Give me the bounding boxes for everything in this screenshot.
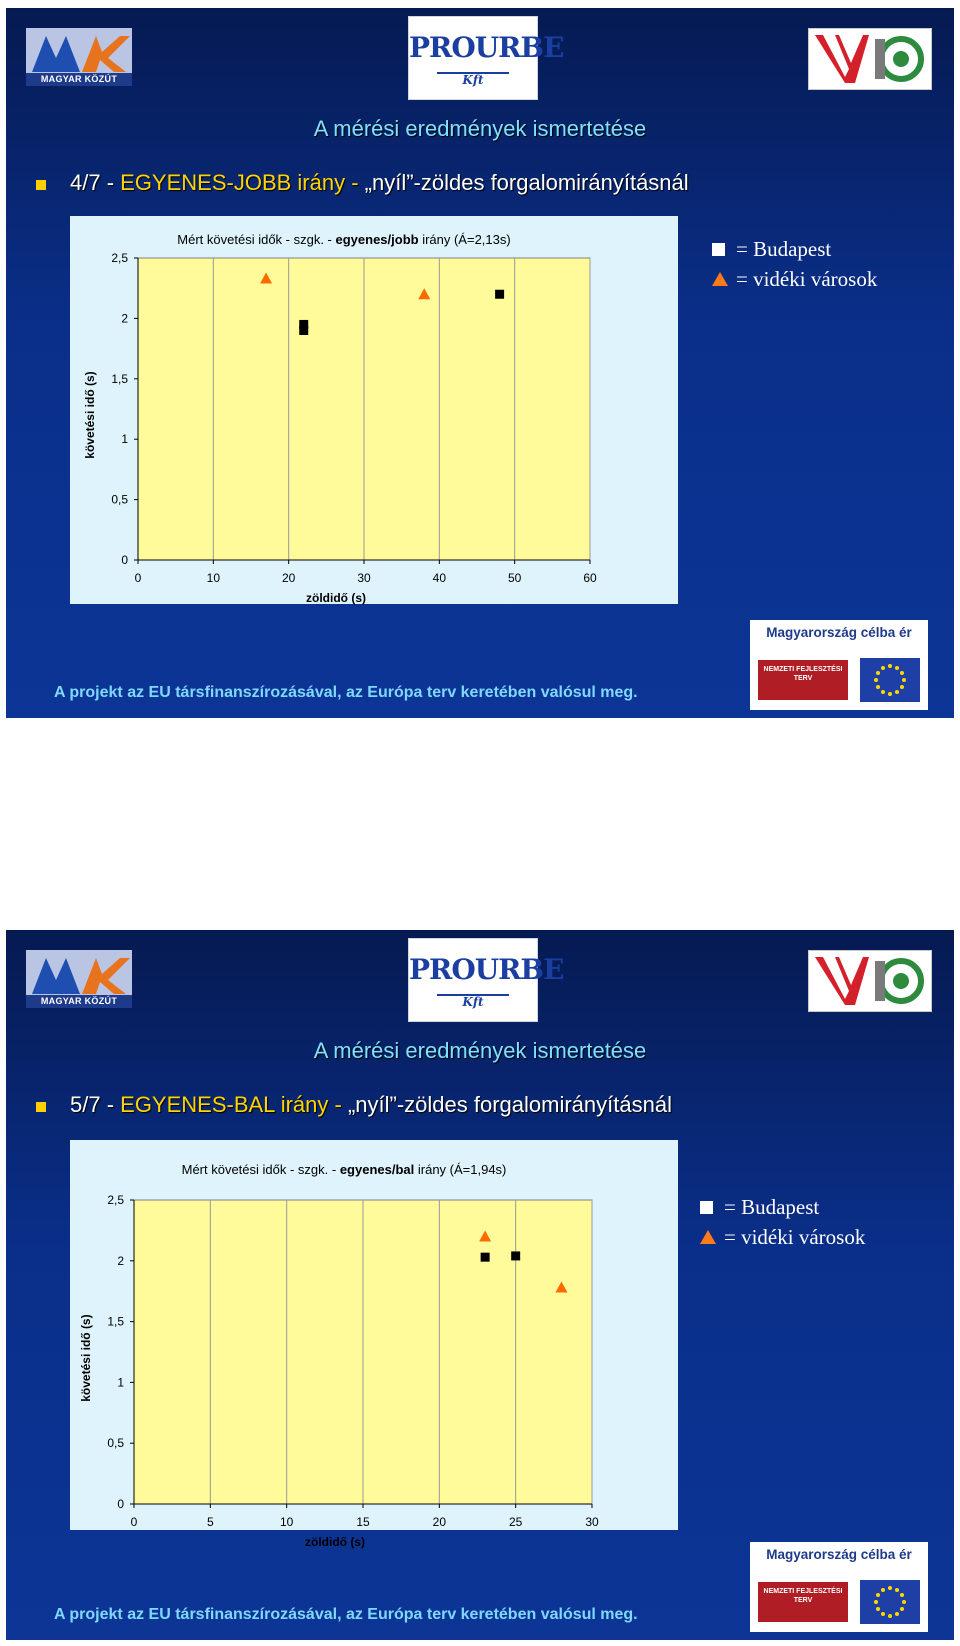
chart-title: [177, 232, 510, 247]
subtitle-prefix: 4/7 -: [70, 170, 121, 195]
legend-item-budapest: [700, 1192, 865, 1222]
chart-title-prefix: Mért követési idők - szgk. -: [177, 232, 336, 247]
x-tick-label: 50: [507, 571, 522, 585]
x-tick-label: 10: [279, 1515, 294, 1529]
scatter-chart: [70, 216, 678, 604]
y-tick-label: 2: [117, 1253, 124, 1268]
chart-title-bold: egyenes/jobb: [335, 232, 419, 247]
legend-item-budapest: [712, 234, 877, 264]
square-marker-icon: [712, 243, 725, 256]
y-tick-label: 1: [117, 1375, 124, 1390]
bullet-icon: [36, 1102, 46, 1112]
slide-subtitle: [70, 1092, 672, 1118]
slide-title: A mérési eredmények ismertetése: [313, 116, 647, 141]
subtitle-suffix: „nyíl”-zöldes forgalomirányításnál: [341, 1092, 672, 1117]
x-tick-label: 30: [585, 1515, 599, 1529]
y-tick-label: 0: [121, 553, 128, 567]
prourbe-kft: Kft: [462, 73, 484, 87]
v-logo: [808, 950, 932, 1012]
footer-text: A projekt az EU társfinanszírozásával, az Európa terv keretében valósul meg.: [54, 1606, 638, 1623]
y-tick-label: 1: [121, 432, 128, 447]
x-tick-label: 20: [432, 1515, 447, 1529]
data-point-budapest: [511, 1251, 520, 1260]
chart-panel: [70, 1140, 678, 1549]
legend-label-budapest: = Budapest: [736, 236, 832, 261]
chart-legend: [712, 234, 877, 294]
x-axis-label: zöldidő (s): [306, 591, 366, 605]
chart-title: [182, 1162, 507, 1177]
magyar-kozut-label: MAGYAR KÖZÚT: [26, 995, 132, 1008]
subtitle-prefix: 5/7 -: [70, 1092, 121, 1117]
nft-text: NEMZETI FEJLESZTÉSI TERV: [763, 666, 843, 682]
x-tick-label: 25: [508, 1515, 523, 1529]
slide-2: [6, 930, 954, 1640]
x-tick-label: 40: [432, 571, 447, 585]
y-axis-label: követési idő (s): [83, 371, 97, 459]
chart-panel: [70, 216, 678, 604]
magyar-kozut-logo: [26, 950, 132, 1008]
slide-1: [6, 8, 954, 718]
chart-title-suffix: irány (Á=1,94s): [414, 1162, 507, 1177]
nft-logo: [758, 660, 848, 700]
subtitle-highlight: EGYENES-JOBB irány -: [120, 170, 359, 195]
triangle-marker-icon: [700, 1230, 716, 1244]
x-tick-label: 0: [130, 1515, 138, 1529]
magyarorszag-celba-er-logo: [750, 620, 928, 710]
v-logo: [808, 28, 932, 90]
x-tick-label: 0: [134, 571, 142, 585]
y-tick-label: 1,5: [111, 371, 128, 386]
y-tick-label: 1,5: [107, 1314, 124, 1329]
bullet-icon: [36, 180, 46, 190]
chart-title-bold: egyenes/bal: [339, 1162, 415, 1177]
x-tick-label: 20: [281, 571, 296, 585]
y-tick-label: 0,5: [111, 492, 128, 507]
prourbe-kft: Kft: [462, 995, 484, 1009]
chart-title-suffix: irány (Á=2,13s): [418, 232, 511, 247]
nft-text: NEMZETI FEJLESZTÉSI TERV: [763, 1588, 843, 1604]
legend-label-budapest: = Budapest: [724, 1194, 820, 1219]
magyarorszag-celba-er-logo: [750, 1542, 928, 1632]
x-tick-label: 5: [206, 1515, 214, 1529]
data-point-budapest: [495, 290, 504, 299]
footer-text: A projekt az EU társfinanszírozásával, az Európa terv keretében valósul meg.: [54, 684, 638, 701]
chart-legend: [700, 1192, 865, 1252]
x-tick-label: 30: [357, 571, 371, 585]
subtitle-highlight: EGYENES-BAL irány -: [120, 1092, 342, 1117]
prourbe-word: PROURBE: [409, 31, 564, 64]
legend-item-videki: [700, 1222, 865, 1252]
y-tick-label: 2,5: [107, 1193, 124, 1207]
y-tick-label: 0: [117, 1497, 124, 1511]
target-title: Magyarország célba ér: [766, 625, 912, 640]
legend-label-videki: = vidéki városok: [724, 1224, 866, 1249]
x-tick-label: 10: [206, 571, 221, 585]
prourbe-logo: [408, 938, 564, 1022]
data-point-budapest: [299, 320, 308, 329]
prourbe-logo: [408, 16, 564, 100]
y-tick-label: 2,5: [111, 251, 128, 265]
x-axis-label: zöldidő (s): [305, 1535, 365, 1549]
nft-logo: [758, 1582, 848, 1622]
prourbe-word: PROURBE: [409, 953, 564, 986]
target-title: Magyarország célba ér: [766, 1547, 912, 1562]
slide-title: A mérési eredmények ismertetése: [313, 1038, 647, 1063]
scatter-chart: [70, 1140, 678, 1549]
x-tick-label: 15: [356, 1515, 370, 1529]
magyar-kozut-label: MAGYAR KÖZÚT: [26, 73, 132, 86]
y-axis-label: követési idő (s): [79, 1314, 93, 1402]
magyar-kozut-logo: [26, 28, 132, 86]
eu-flag-icon: [860, 658, 920, 702]
legend-item-videki: [712, 264, 877, 294]
eu-flag-icon: [860, 1580, 920, 1624]
slide-subtitle: [70, 170, 689, 196]
y-tick-label: 0,5: [107, 1436, 124, 1451]
chart-title-prefix: Mért követési idők - szgk. -: [181, 1162, 340, 1177]
legend-label-videki: = vidéki városok: [736, 266, 878, 291]
triangle-marker-icon: [712, 272, 728, 286]
subtitle-suffix: „nyíl”-zöldes forgalomirányításnál: [358, 170, 689, 195]
square-marker-icon: [700, 1201, 713, 1214]
data-point-budapest: [481, 1253, 490, 1262]
x-tick-label: 60: [583, 571, 597, 585]
y-tick-label: 2: [121, 311, 128, 326]
